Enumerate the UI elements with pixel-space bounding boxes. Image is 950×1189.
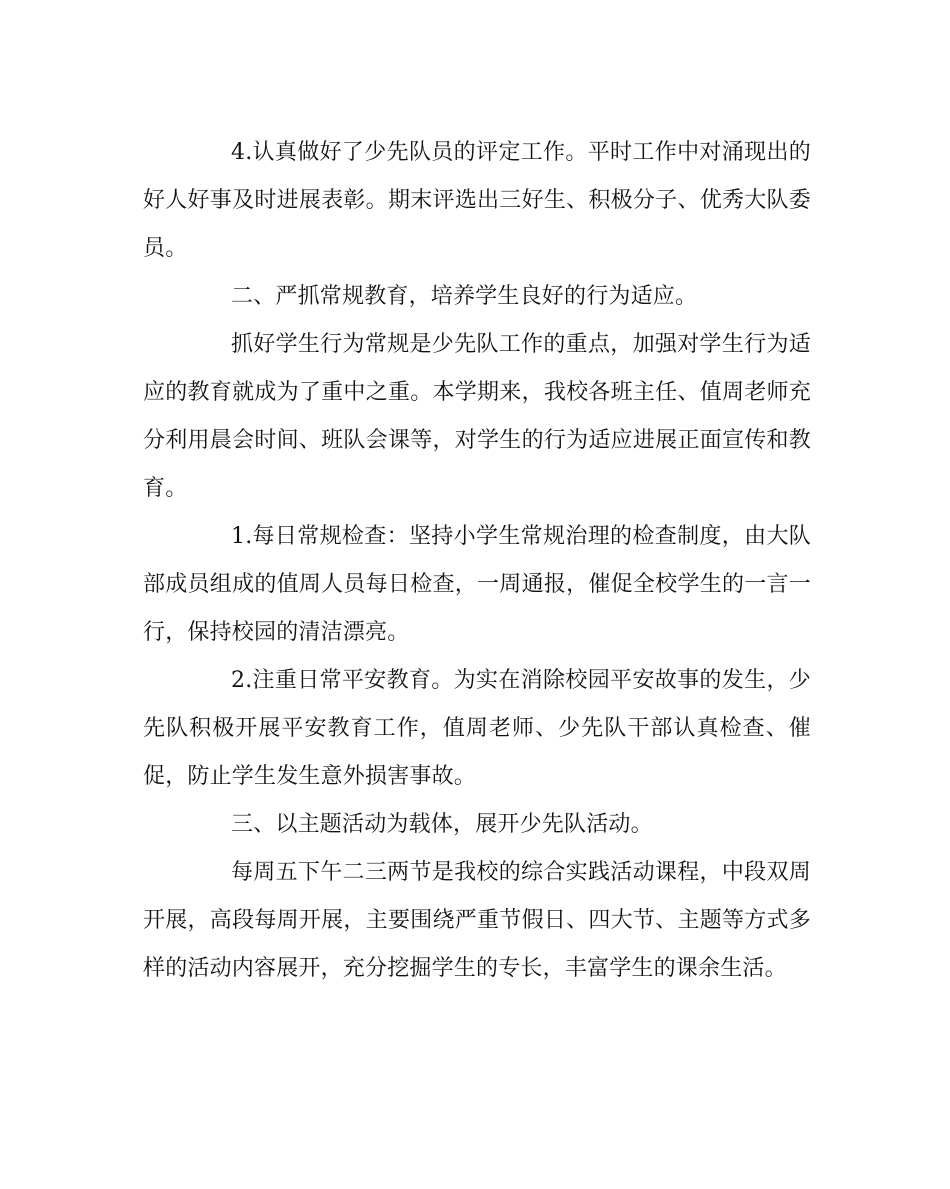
document-body xyxy=(143,129,811,993)
paragraph-daily-inspection: 1.每日常规检查：坚持小学生常规治理的检查制度，由大队部成员组成的值周人员每日检查，一周通报，催促全校学生的一言一行，保持校园的清洁漂亮。 xyxy=(143,524,811,645)
paragraph-practice-activities: 每周五下午二三两节是我校的综合实践活动课程，中段双周开展，高段每周开展，主要围绕严重节假日、四大节、主题等方式多样的活动内容展开，充分挖掘学生的专长，丰富学生的课余生活。 xyxy=(143,860,811,981)
section-heading-theme-activities: 三、以主题活动为载体，展开少先队活动。 xyxy=(231,812,653,837)
paragraph-behavior-norms: 抓好学生行为常规是少先队工作的重点，加强对学生行为适应的教育就成为了重中之重。本学期来，我校各班主任、值周老师充分利用晨会时间、班队会课等，对学生的行为适应进展正面宣传和教育。 xyxy=(143,332,811,501)
paragraph-safety-education: 2.注重日常平安教育。为实在消除校园平安故事的发生，少先队积极开展平安教育工作，值周老师、少先队干部认真检查、催促，防止学生发生意外损害事故。 xyxy=(143,668,811,789)
section-heading-routine-education: 二、严抓常规教育，培养学生良好的行为适应。 xyxy=(231,284,698,309)
paragraph-evaluation-work: 4.认真做好了少先队员的评定工作。平时工作中对涌现出的好人好事及时进展表彰。期末评选出三好生、积极分子、优秀大队委员。 xyxy=(143,140,811,261)
